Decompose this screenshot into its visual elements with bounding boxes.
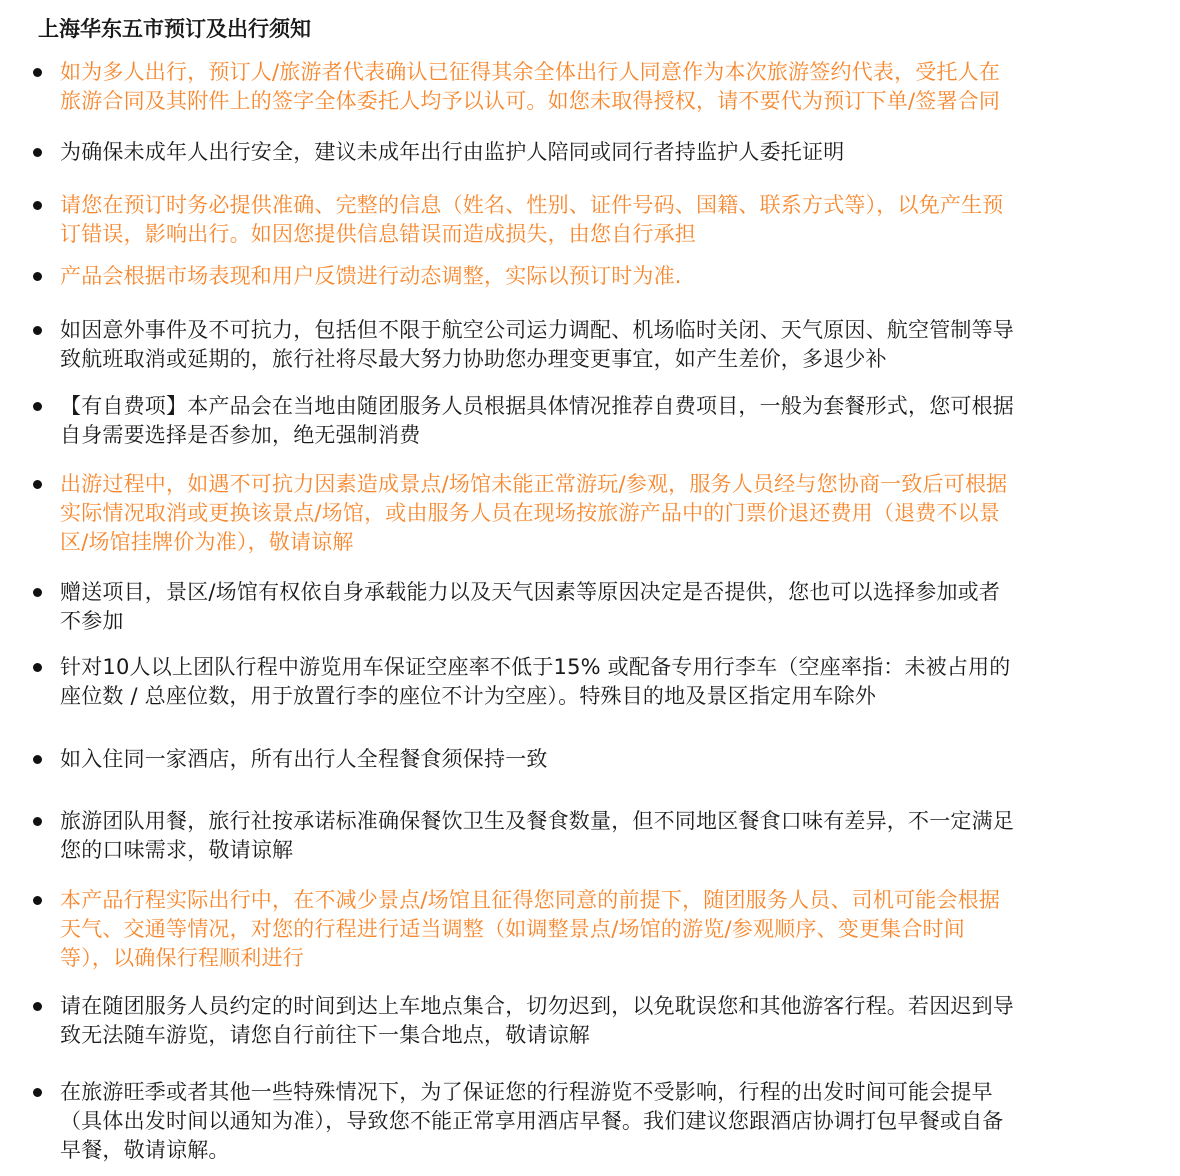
notice-item-force-majeure: [60, 316, 1150, 374]
notice-item-minors: [60, 138, 1150, 167]
bullet-icon: [33, 1002, 42, 1011]
bullet-icon: [33, 68, 42, 77]
notice-line: 自身需要选择是否参加，绝无强制消费: [60, 423, 421, 447]
notice-line: 旅游团队用餐，旅行社按承诺标准确保餐饮卫生及餐食数量，但不同地区餐食口味有差异，不一定满足: [60, 809, 1014, 833]
notice-line: 请在随团服务人员约定的时间到达上车地点集合，切勿迟到，以免耽误您和其他游客行程。若因迟到导: [60, 994, 1014, 1018]
notice-line: 等），以确保行程顺利进行: [60, 946, 304, 970]
bullet-icon: [33, 272, 42, 281]
notice-line: 针对10人以上团队行程中游览用车保证空座率不低于15% 或配备专用行李车（空座率指：未被占用的: [60, 655, 1011, 679]
bullet-icon: [33, 663, 42, 672]
notice-line: 早餐，敬请谅解。: [60, 1138, 230, 1162]
notice-line: 致航班取消或延期的，旅行社将尽最大努力协助您办理变更事宜，如产生差价，多退少补: [60, 347, 887, 371]
bullet-icon: [33, 480, 42, 489]
notice-line: 旅游合同及其附件上的签字全体委托人均予以认可。如您未取得授权，请不要代为预订下单/签署合同: [60, 89, 1001, 113]
bullet-icon: [33, 148, 42, 157]
notice-line: 如因意外事件及不可抗力，包括但不限于航空公司运力调配、机场临时关闭、天气原因、航空管制等导: [60, 318, 1014, 342]
notice-line: 如为多人出行，预订人/旅游者代表确认已征得其余全体出行人同意作为本次旅游签约代表，受托人在: [60, 60, 1001, 84]
notice-line: 在旅游旺季或者其他一些特殊情况下，为了保证您的行程游览不受影响，行程的出发时间可能会提早: [60, 1080, 993, 1104]
notice-item-dynamic-adjustment: [60, 262, 1150, 291]
notice-item-authorization: [60, 58, 1150, 116]
bullet-icon: [33, 588, 42, 597]
notice-item-punctuality: [60, 992, 1150, 1050]
notice-item-complimentary: [60, 578, 1150, 636]
notice-line: 致无法随车游览，请您自行前往下一集合地点，敬请谅解: [60, 1023, 590, 1047]
bullet-icon: [33, 896, 42, 905]
bullet-icon: [33, 201, 42, 210]
notice-line: 实际情况取消或更换该景点/场馆，或由服务人员在现场按旅游产品中的门票价退还费用（退费不以景: [60, 501, 1001, 525]
notice-line: （具体出发时间以通知为准），导致您不能正常享用酒店早餐。我们建议您跟酒店协调打包早餐或自备: [60, 1109, 1004, 1133]
bullet-icon: [33, 755, 42, 764]
notice-line: 赠送项目，景区/场馆有权依自身承载能力以及天气因素等原因决定是否提供，您也可以选择参加或者: [60, 580, 1001, 604]
notice-line: 订错误，影响出行。如因您提供信息错误而造成损失，由您自行承担: [60, 222, 696, 246]
notice-line: 出游过程中，如遇不可抗力因素造成景点/场馆未能正常游玩/参观，服务人员经与您协商一致后可根据: [60, 472, 1008, 496]
notice-line: 为确保未成年人出行安全，建议未成年出行由监护人陪同或同行者持监护人委托证明: [60, 140, 845, 164]
notice-item-optional-expenses: [60, 392, 1150, 450]
notice-line: 如入住同一家酒店，所有出行人全程餐食须保持一致: [60, 747, 548, 771]
notice-line: 座位数 / 总座位数，用于放置行李的座位不计为空座）。特殊目的地及景区指定用车除外: [60, 684, 877, 708]
bullet-icon: [33, 817, 42, 826]
page-title: 上海华东五市预订及出行须知: [38, 17, 311, 41]
notice-line: 区/场馆挂牌价为准），敬请谅解: [60, 530, 354, 554]
notice-line: 您的口味需求，敬请谅解: [60, 838, 294, 862]
bullet-icon: [33, 1088, 42, 1097]
notice-line: 【有自费项】本产品会在当地由随团服务人员根据具体情况推荐自费项目，一般为套餐形式，您可根据: [60, 394, 1014, 418]
notice-item-vehicle-seats: [60, 653, 1150, 711]
notice-line: 请您在预订时务必提供准确、完整的信息（姓名、性别、证件号码、国籍、联系方式等），以免产生预: [60, 193, 1004, 217]
bullet-icon: [33, 402, 42, 411]
notice-item-attraction-closure: [60, 470, 1150, 557]
notice-item-hotel-meals: [60, 745, 1150, 774]
notice-line: 不参加: [60, 609, 124, 633]
notice-line: 天气、交通等情况，对您的行程进行适当调整（如调整景点/场馆的游览/参观顺序、变更集合时间: [60, 917, 965, 941]
notice-line: 本产品行程实际出行中，在不减少景点/场馆且征得您同意的前提下，随团服务人员、司机可能会根据: [60, 888, 1001, 912]
bullet-icon: [33, 326, 42, 335]
notice-item-group-dining: [60, 807, 1150, 865]
notice-line: 产品会根据市场表现和用户反馈进行动态调整，实际以预订时为准.: [60, 264, 682, 288]
notice-item-itinerary-adjustment: [60, 886, 1150, 973]
notice-item-accurate-info: [60, 191, 1150, 249]
notice-item-peak-season: [60, 1078, 1150, 1165]
